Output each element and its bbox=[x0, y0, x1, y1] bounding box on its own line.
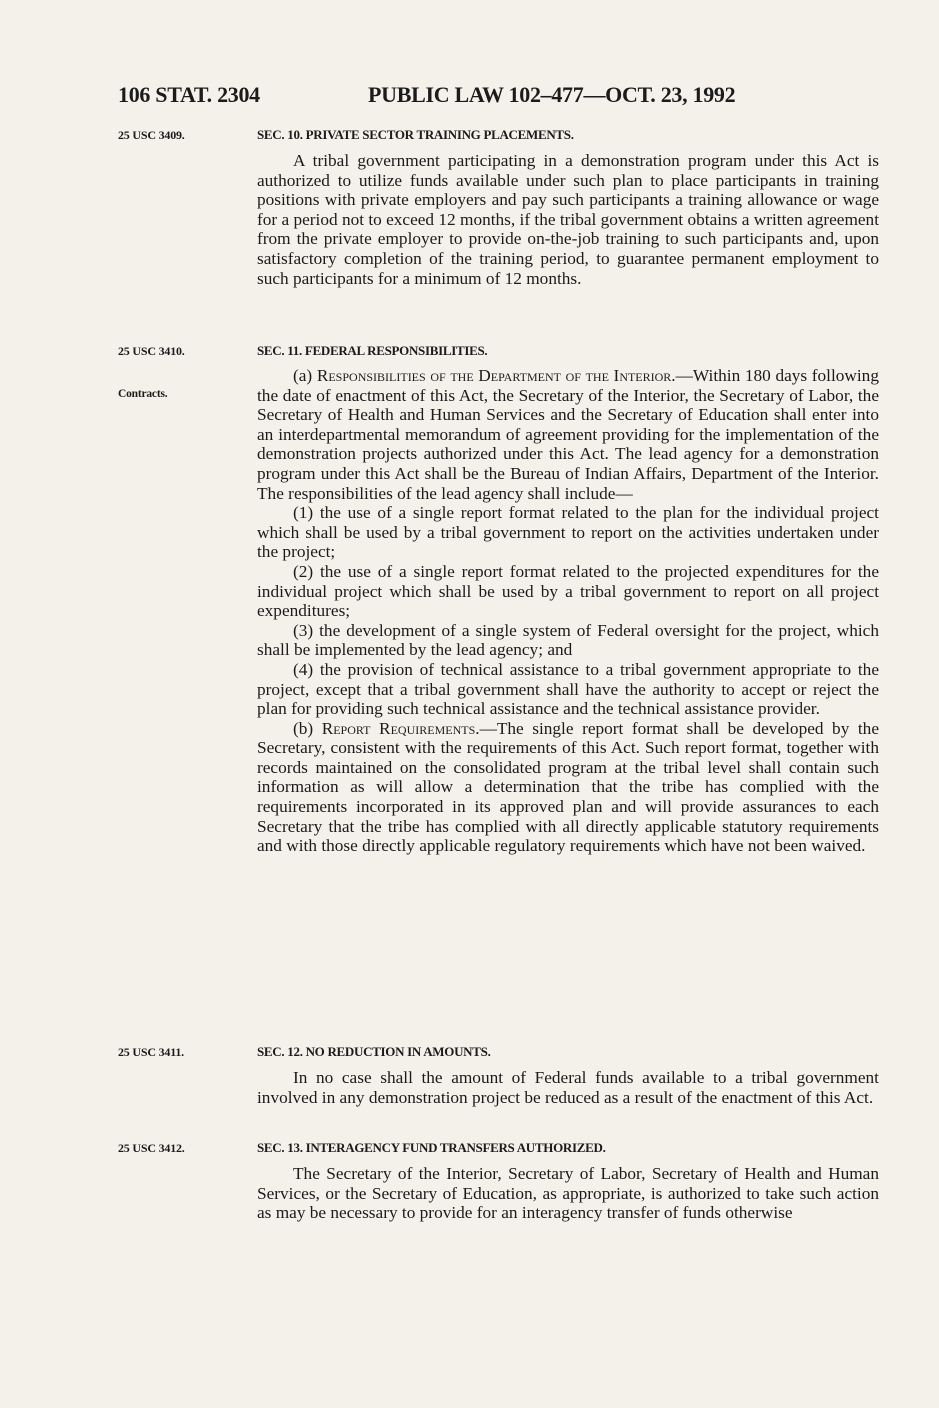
subsection-a: (a) Responsibilities of the Department of the Interior.—Within 180 days following the date of enactment of this Act, the Secretary of the Interior, the Secretary of Labor, the Secretary of Health and Human Services and the Secretary of Education shall enter into an interdepartmental memorandum of agreement providing for the implementation of the demonstration projects authorized under this Act. The lead agency for a demonstration program under this Act shall be the Bureau of Indian Affairs, Department of the Interior. The responsibilities of the lead agency shall include— bbox=[257, 366, 879, 503]
public-law-title: PUBLIC LAW 102–477—OCT. 23, 1992 bbox=[368, 82, 736, 107]
subsection-b-body: —The single report format shall be developed by the Secretary, consistent with the requirements of this Act. Such report format, together with records maintained on the consolidated program at the tribal level shall contain such information as will allow a determination that the tribe has complied with the requirements incorporated in its approved plan and will provide assurances to each Secretary that the tribe has complied with all directly applicable statutory requirements and with those directly applicable regulatory requirements which have not been waived. bbox=[257, 718, 879, 856]
item-3: (3) the development of a single system of Federal oversight for the project, which shall be implemented by the lead agency; and bbox=[257, 620, 879, 660]
contracts-note: Contracts. bbox=[118, 388, 168, 400]
statute-page-number: 106 STAT. 2304 bbox=[118, 82, 260, 107]
section-12-body-block bbox=[257, 1068, 879, 1107]
citation-3409: 25 USC 3409. bbox=[118, 128, 185, 142]
section-10-body: A tribal government participating in a demonstration program under this Act is authorized to utilize funds available under such plan to place participants in training positions with private employers and pay such participants a training allowance or wage for a period not to exceed 12 months, if the tribal government obtains a written agreement from the private employer to provide on-the-job training to such participants and, upon satisfactory completion of the training period, to guarantee permanent employment to such participants for a minimum of 12 months. bbox=[257, 151, 879, 288]
section-12-body: In no case shall the amount of Federal funds available to a tribal government involved in any demonstration project be reduced as a result of the enactment of this Act. bbox=[257, 1068, 879, 1107]
section-11-heading: SEC. 11. FEDERAL RESPONSIBILITIES. bbox=[257, 343, 488, 358]
citation-3410: 25 USC 3410. bbox=[118, 344, 185, 358]
subsection-a-body: —Within 180 days following the date of enactment of this Act, the Secretary of the Interior, the Secretary of Labor, the Secretary of Health and Human Services and the Secretary of Education shall enter into an interdepartmental memorandum of agreement providing for the implementation of the demonstration projects authorized under this Act. The lead agency for a demonstration program under this Act shall be the Bureau of Indian Affairs, Department of the Interior. The responsibilities of the lead agency shall include— bbox=[257, 366, 879, 503]
citation-3411: 25 USC 3411. bbox=[118, 1045, 184, 1059]
citation-3412: 25 USC 3412. bbox=[118, 1141, 185, 1155]
section-10-body-block bbox=[257, 151, 879, 288]
item-2: (2) the use of a single report format related to the projected expenditures for the individual project which shall be used by a tribal government to report on all project expenditures; bbox=[257, 561, 879, 621]
section-13-heading: SEC. 13. INTERAGENCY FUND TRANSFERS AUTHORIZED. bbox=[257, 1140, 606, 1155]
item-4: (4) the provision of technical assistance to a tribal government appropriate to the project, except that a tribal government shall have the authority to accept or reject the plan for providing such technical assistance and the technical assistance provider. bbox=[257, 659, 879, 719]
section-12-heading: SEC. 12. NO REDUCTION IN AMOUNTS. bbox=[257, 1044, 491, 1059]
subsection-b: (b) Report Requirements.—The single report format shall be developed by the Secretary, consistent with the requirements of this Act. Such report format, together with records maintained on the consolidated program at the tribal level shall contain such information as will allow a determination that the tribe has complied with the requirements incorporated in its approved plan and will provide assurances to each Secretary that the tribe has complied with all directly applicable statutory requirements and with those directly applicable regulatory requirements which have not been waived. bbox=[257, 718, 879, 856]
item-1: (1) the use of a single report format related to the plan for the individual project which shall be used by a tribal government to report on the activities undertaken under the project; bbox=[257, 503, 879, 562]
subsection-b-heading: Report Requirements. bbox=[321, 718, 480, 738]
section-11-body-block bbox=[257, 366, 879, 856]
section-10-heading: SEC. 10. PRIVATE SECTOR TRAINING PLACEMENTS. bbox=[257, 127, 574, 142]
section-13-body-block bbox=[257, 1164, 879, 1223]
subsection-a-heading: Responsibilities of the Department of the Interior. bbox=[316, 366, 676, 385]
section-13-body: The Secretary of the Interior, Secretary of Labor, Secretary of Health and Human Services, or the Secretary of Education, as appropriate, is authorized to take such action as may be necessary to provide for an interagency transfer of funds otherwise bbox=[257, 1164, 879, 1223]
